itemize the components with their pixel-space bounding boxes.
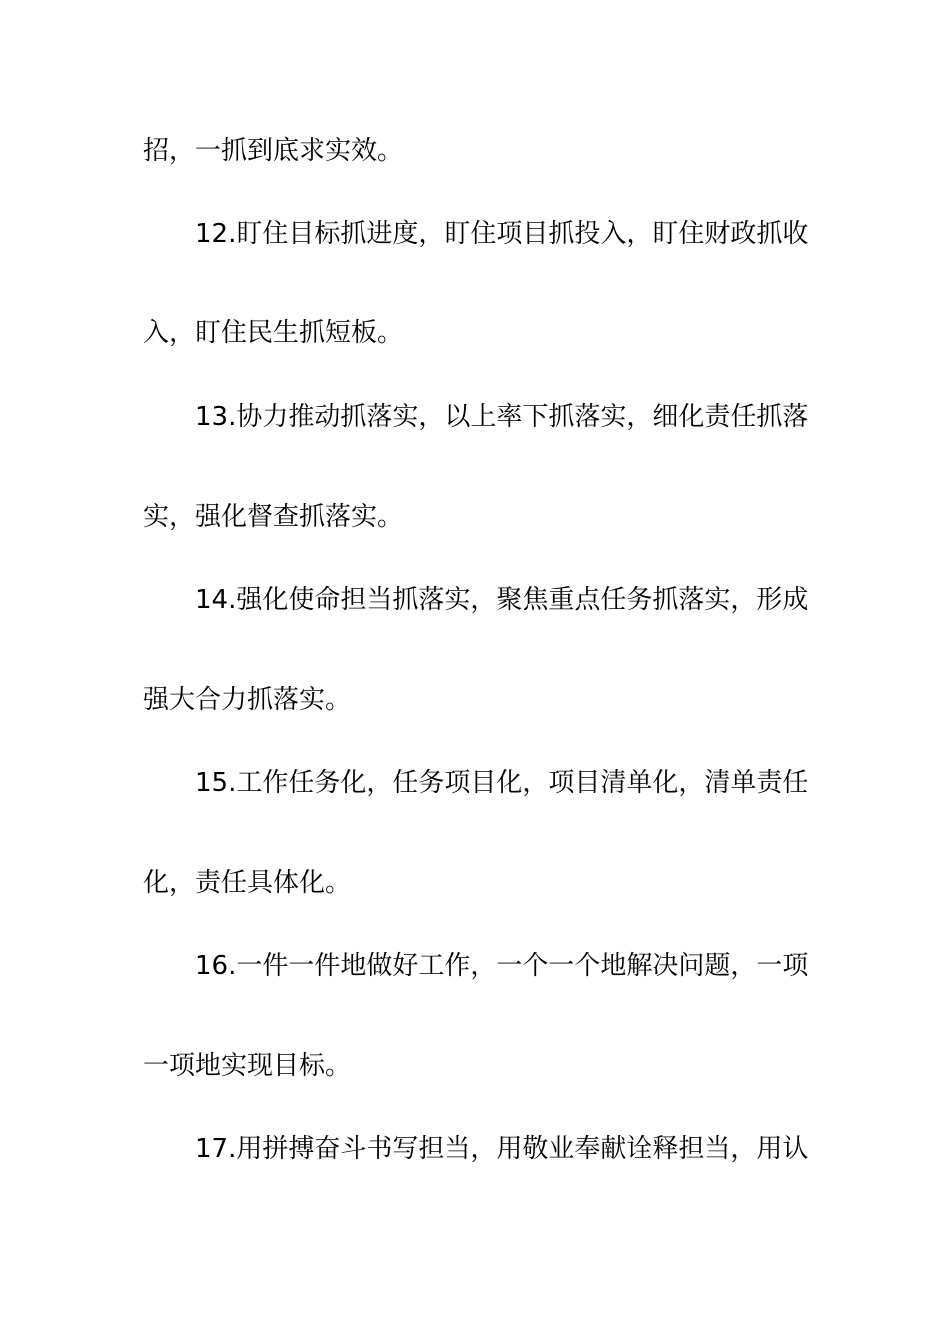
paragraph-13-line-2: 实，强化督查抓落实。 <box>143 502 404 532</box>
paragraph-11-continuation: 招，一抓到底求实效。 <box>143 136 404 166</box>
paragraph-16-line-2: 一项地实现目标。 <box>143 1051 352 1081</box>
paragraph-13-line-1: 13.协力推动抓落实，以上率下抓落实，细化责任抓落 <box>195 402 808 432</box>
paragraph-14-line-2: 强大合力抓落实。 <box>143 685 352 715</box>
paragraph-15-line-2: 化，责任具体化。 <box>143 868 352 898</box>
paragraph-12-line-1: 12.盯住目标抓进度，盯住项目抓投入，盯住财政抓收 <box>195 219 808 249</box>
paragraph-15-line-1: 15.工作任务化，任务项目化，项目清单化，清单责任 <box>195 768 808 798</box>
paragraph-17-line-1: 17.用拼搏奋斗书写担当，用敬业奉献诠释担当，用认 <box>195 1134 808 1164</box>
paragraph-12-line-2: 入，盯住民生抓短板。 <box>143 318 404 348</box>
paragraph-16-line-1: 16.一件一件地做好工作，一个一个地解决问题，一项 <box>195 951 808 981</box>
paragraph-14-line-1: 14.强化使命担当抓落实，聚焦重点任务抓落实，形成 <box>195 585 808 615</box>
